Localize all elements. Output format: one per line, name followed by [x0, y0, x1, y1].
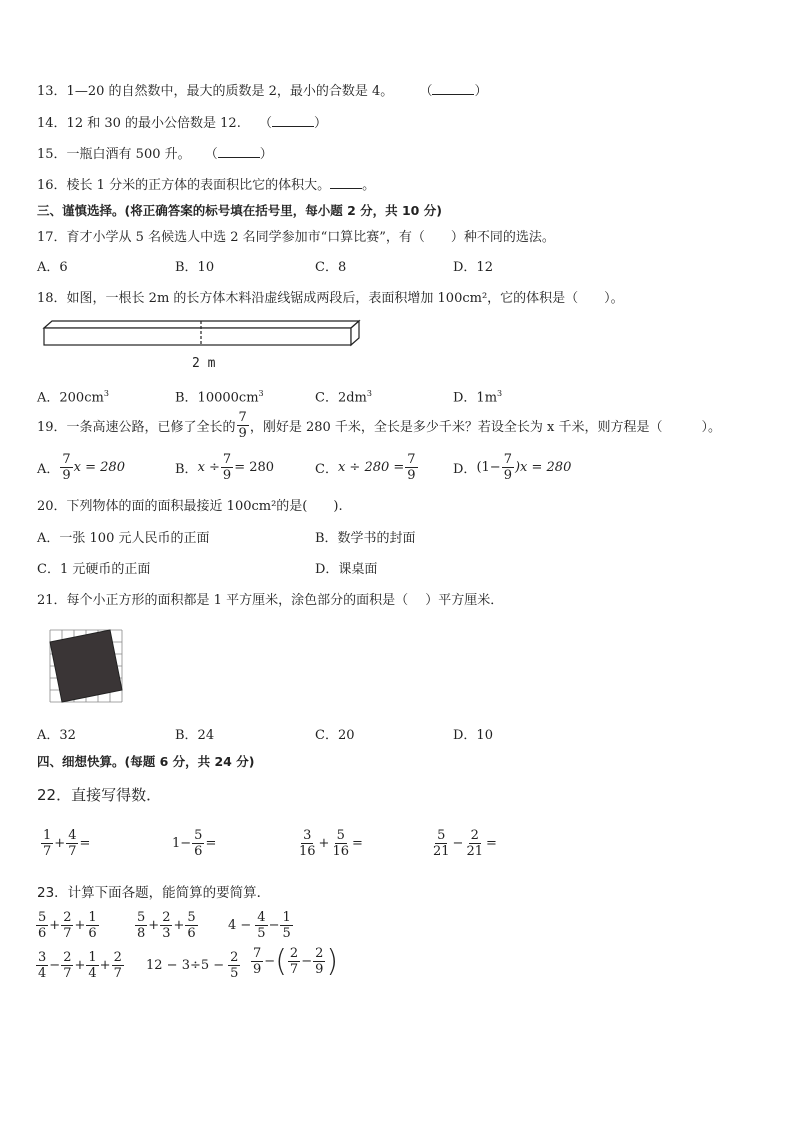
question-21: 21．每个小正方形的面积都是 1 平方厘米，涂色部分的面积是（ ）平方厘米．	[37, 593, 504, 608]
option-a[interactable]: A．32	[37, 728, 76, 743]
question-text: 16．棱长 1 分米的正方体的表面积比它的体积大。	[37, 178, 331, 193]
calc-expression-3[interactable]: $\frac{3}{16}$ + $\frac{5}{16}$ =	[299, 828, 363, 859]
option-c[interactable]: C．20	[315, 728, 355, 743]
question-19: 19．一条高速公路，已修了全长的 $\frac{7}{9}$ ，刚好是 280 千米，全长是多少千米？若设全长为 x 千米，则方程是（ ）。	[37, 410, 722, 441]
question-13: 13．1—20 的自然数中，最大的质数是 2，最小的合数是 4。 （ ）	[37, 84, 488, 99]
question-text: 15．一瓶白酒有 500 升。	[37, 147, 191, 162]
answer-blank[interactable]	[218, 145, 260, 158]
simplify-expression-6[interactable]: $\frac{7}{9}$ − ( $\frac{2}{7}$ − $\frac{2}{9}$ )	[253, 943, 339, 979]
option-a[interactable]: A．6	[37, 260, 68, 275]
question-22: 22．直接写得数．	[37, 786, 162, 804]
calc-expression-4[interactable]: $\frac{5}{21}$ − $\frac{2}{21}$ =	[433, 828, 497, 859]
option-c[interactable]: C． x ÷ 280 = $\frac{7}{9}$	[315, 452, 416, 483]
option-c[interactable]: C．1 元硬币的正面	[37, 562, 151, 577]
question-17: 17．育才小学从 5 名候选人中选 2 名同学参加市“口算比赛”，有（ ）种不同的选法。	[37, 230, 555, 245]
answer-blank[interactable]	[432, 82, 474, 95]
simplify-expression-4[interactable]: $\frac{3}{4}$ − $\frac{2}{7}$ + $\frac{1}{4}$ + $\frac{2}{7}$	[38, 950, 122, 981]
question-15: 15．一瓶白酒有 500 升。 （ ）	[37, 147, 273, 162]
option-d[interactable]: D．$1m^3$	[453, 389, 503, 406]
option-b[interactable]: B．24	[175, 728, 215, 743]
option-d[interactable]: D．10	[453, 728, 493, 743]
option-c[interactable]: C．$2dm^3$	[315, 389, 372, 406]
calc-expression-1[interactable]: $\frac{1}{7}$ + $\frac{4}{7}$ =	[43, 828, 91, 859]
answer-blank[interactable]	[272, 114, 314, 127]
option-d[interactable]: D．课桌面	[315, 562, 378, 577]
option-a[interactable]: A．一张 100 元人民币的正面	[37, 531, 210, 546]
calc-expression-2[interactable]: 1− $\frac{5}{6}$ =	[172, 828, 217, 859]
question-18: 18．如图，一根长 2m 的长方体木料沿虚线锯成两段后，表面积增加 100cm²，它的体积是（ ）。	[37, 291, 624, 306]
section-3-title: 三、谨慎选择。(将正确答案的标号填在括号里，每小题 2 分，共 10 分)	[37, 203, 442, 218]
option-a[interactable]: A．$200cm^3$	[37, 389, 109, 406]
option-b[interactable]: B． x ÷ $\frac{7}{9}$ = 280	[175, 452, 275, 483]
question-20: 20．下列物体的面的面积最接近 100cm²的是( ).	[37, 499, 343, 514]
section-4-title: 四、细想快算。(每题 6 分，共 24 分)	[37, 754, 255, 769]
answer-blank[interactable]	[330, 176, 362, 189]
option-b[interactable]: B．10	[175, 260, 215, 275]
grid-figure	[46, 626, 126, 704]
question-text: 13．1—20 的自然数中，最大的质数是 2，最小的合数是 4。	[37, 84, 394, 99]
question-23: 23．计算下面各题，能简算的要简算．	[37, 885, 271, 901]
question-14: 14．12 和 30 的最小公倍数是 12. （ ）	[37, 116, 328, 131]
figure-length-label: 2 m	[192, 356, 216, 371]
option-d[interactable]: D．12	[453, 260, 493, 275]
question-text: 14．12 和 30 的最小公倍数是 12.	[37, 116, 241, 131]
simplify-expression-3[interactable]: 4 − $\frac{4}{5}$ − $\frac{1}{5}$	[228, 910, 291, 941]
simplify-expression-5[interactable]: 12 − 3÷5 − $\frac{2}{5}$	[146, 950, 239, 981]
option-b[interactable]: B．$10000cm^3$	[175, 389, 264, 406]
question-16: 16．棱长 1 分米的正方体的表面积比它的体积大。 。	[37, 178, 376, 193]
fraction: $\frac{7}{9}$	[238, 410, 247, 441]
option-d[interactable]: D． (1− $\frac{7}{9}$ )x = 280	[453, 452, 572, 483]
option-a[interactable]: A． $\frac{7}{9}$ x = 280	[37, 452, 125, 483]
simplify-expression-1[interactable]: $\frac{5}{6}$ + $\frac{2}{7}$ + $\frac{1}{6}$	[38, 910, 97, 941]
wood-block-figure	[40, 318, 365, 350]
simplify-expression-2[interactable]: $\frac{5}{8}$ + $\frac{2}{3}$ + $\frac{5}{6}$	[137, 910, 196, 941]
option-c[interactable]: C．8	[315, 260, 347, 275]
option-b[interactable]: B．数学书的封面	[315, 531, 416, 546]
